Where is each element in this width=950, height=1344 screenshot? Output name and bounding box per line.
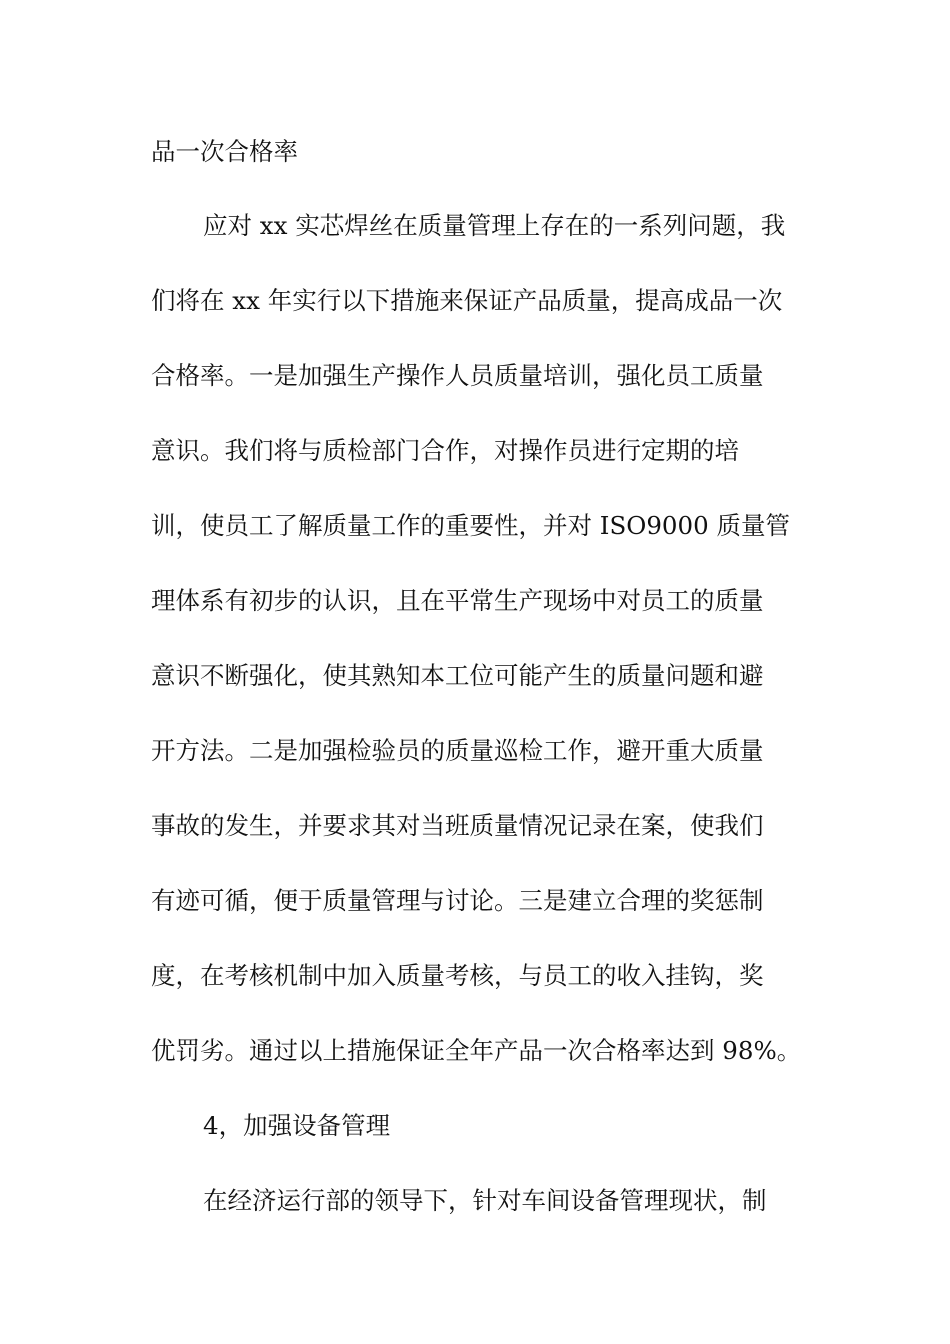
section-heading: 4，加强设备管理 xyxy=(203,1111,391,1140)
text-line-7: 理体系有初步的认识，且在平常生产现场中对员工的质量 xyxy=(151,586,764,615)
text-line-11: 有迹可循，便于质量管理与讨论。三是建立合理的奖惩制 xyxy=(151,886,764,915)
text-line-4: 合格率。一是加强生产操作人员质量培训，强化员工质量 xyxy=(151,361,764,390)
text-line-2: 应对 xx 实芯焊丝在质量管理上存在的一系列问题，我 xyxy=(203,211,786,240)
text-line-15: 在经济运行部的领导下，针对车间设备管理现状，制 xyxy=(203,1186,767,1215)
text-line-10: 事故的发生，并要求其对当班质量情况记录在案，使我们 xyxy=(151,811,764,840)
text-line-13: 优罚劣。通过以上措施保证全年产品一次合格率达到 98%。 xyxy=(151,1036,802,1065)
text-line-12: 度，在考核机制中加入质量考核，与员工的收入挂钩，奖 xyxy=(151,961,764,990)
text-line-8: 意识不断强化，使其熟知本工位可能产生的质量问题和避 xyxy=(151,661,764,690)
text-line-9: 开方法。二是加强检验员的质量巡检工作，避开重大质量 xyxy=(151,736,764,765)
text-line-3: 们将在 xx 年实行以下措施来保证产品质量，提高成品一次 xyxy=(151,286,783,315)
text-line-1: 品一次合格率 xyxy=(151,137,298,166)
text-line-5: 意识。我们将与质检部门合作，对操作员进行定期的培 xyxy=(151,436,739,465)
text-line-6: 训，使员工了解质量工作的重要性，并对 ISO9000 质量管 xyxy=(151,511,790,540)
